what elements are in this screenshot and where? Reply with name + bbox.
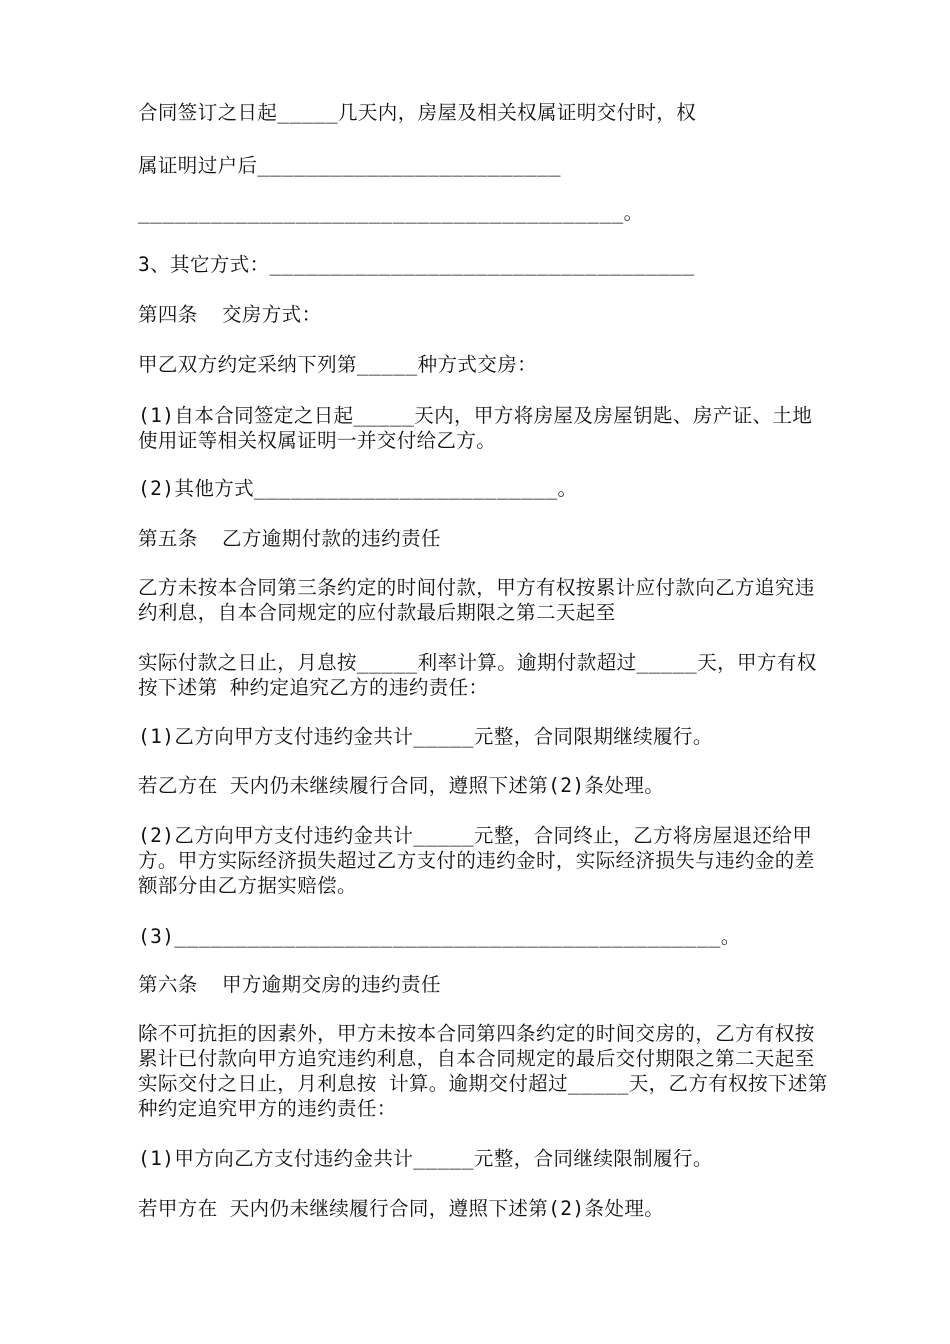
contract-paragraph: (1)甲方向乙方支付违约金共计_____元整，合同继续限制履行。 (138, 1147, 713, 1170)
contract-paragraph: (1)自本合同签定之日起_____天内，甲方将房屋及房屋钥匙、房产证、土地使用证等相关权属证明一并交付给乙方。 (138, 404, 813, 452)
contract-paragraph: 属证明过户后_________________________ (138, 154, 561, 177)
contract-paragraph: 实际付款之日止，月息按_____利率计算。逾期付款超过_____天，甲方有权按下述第 种约定追究乙方的违约责任： (138, 651, 817, 699)
contract-paragraph: 3、其它方式：___________________________________ (138, 253, 695, 276)
article-heading: 第四条 交房方式： (138, 303, 322, 326)
contract-paragraph: (3)_____________________________________________。 (138, 925, 741, 948)
contract-paragraph: 甲乙双方约定采纳下列第_____种方式交房： (138, 353, 538, 376)
contract-paragraph: (2)乙方向甲方支付违约金共计_____元整，合同终止，乙方将房屋退还给甲方。甲方实际经济损失超过乙方支付的违约金时，实际经济损失与违约金的差额部分由乙方据实赔偿。 (138, 824, 815, 897)
article-heading: 第六条 甲方逾期交房的违约责任 (138, 973, 441, 996)
contract-paragraph: 合同签订之日起_____几天内，房屋及相关权属证明交付时，权 (138, 101, 697, 124)
contract-paragraph: 除不可抗拒的因素外，甲方未按本合同第四条约定的时间交房的，乙方有权按累计已付款向甲方追究违约利息，自本合同规定的最后交付期限之第二天起至实际交付之日止，月利息按 计算。逾期交付超过_____天，乙方有权按下述第 种约定追究甲方的违约责任： (138, 1022, 840, 1120)
contract-paragraph: ________________________________________。 (138, 201, 644, 224)
contract-paragraph: (1)乙方向甲方支付违约金共计_____元整，合同限期继续履行。 (138, 725, 713, 748)
contract-paragraph: 若甲方在 天内仍未继续履行合同，遵照下述第(2)条处理。 (138, 1197, 665, 1220)
article-heading: 第五条 乙方逾期付款的违约责任 (138, 527, 441, 550)
contract-paragraph: (2)其他方式_________________________。 (138, 477, 578, 500)
contract-paragraph: 乙方未按本合同第三条约定的时间付款，甲方有权按累计应付款向乙方追究违约利息，自本合同规定的应付款最后期限之第二天起至 (138, 576, 815, 624)
contract-paragraph: 若乙方在 天内仍未继续履行合同，遵照下述第(2)条处理。 (138, 774, 665, 797)
